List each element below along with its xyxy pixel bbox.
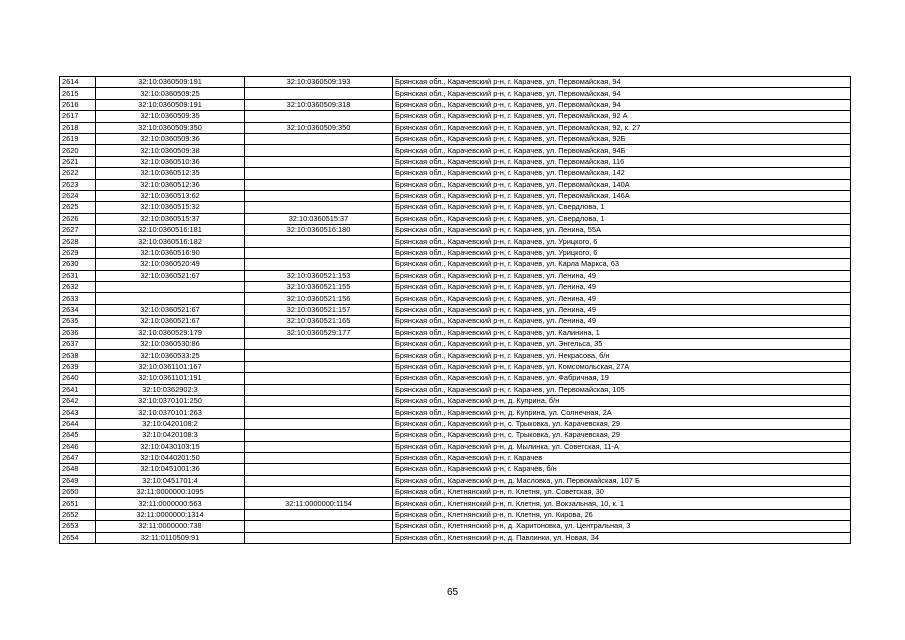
related-cadastral-number-cell	[245, 373, 393, 384]
table-row	[60, 293, 851, 304]
related-cadastral-number-cell	[245, 441, 393, 452]
cadastral-number-cell: 32:10:0370101:263	[96, 407, 245, 418]
row-number-cell: 2615	[60, 88, 96, 99]
table-row	[60, 270, 851, 281]
address-cell: Брянская обл., Карачевский р-н, с. Трыковка, ул. Карачевская, 29	[393, 430, 851, 441]
row-number-cell: 2634	[60, 304, 96, 315]
table-row	[60, 373, 851, 384]
row-number-cell: 2621	[60, 156, 96, 167]
table-row	[60, 259, 851, 270]
cadastral-number-cell	[96, 293, 245, 304]
related-cadastral-number-cell	[245, 168, 393, 179]
row-number-cell: 2650	[60, 487, 96, 498]
table-row	[60, 133, 851, 144]
table-row	[60, 430, 851, 441]
cadastral-number-cell: 32:11:0000000:1095	[96, 487, 245, 498]
cadastral-number-cell: 32:10:0360529:179	[96, 327, 245, 338]
table-row	[60, 350, 851, 361]
row-number-cell: 2622	[60, 168, 96, 179]
address-cell: Брянская обл., Карачевский р-н, г. Карачев, ул. Первомайская, 116	[393, 156, 851, 167]
table-row	[60, 475, 851, 486]
table-row	[60, 156, 851, 167]
related-cadastral-number-cell	[245, 418, 393, 429]
row-number-cell: 2626	[60, 213, 96, 224]
row-number-cell: 2631	[60, 270, 96, 281]
cadastral-number-cell: 32:10:0360515:37	[96, 213, 245, 224]
related-cadastral-number-cell	[245, 384, 393, 395]
cadastral-number-cell: 32:11:0000000:738	[96, 521, 245, 532]
table-row	[60, 361, 851, 372]
table-row	[60, 111, 851, 122]
address-cell: Брянская обл., Карачевский р-н, г. Карачев, ул. Карла Маркса, 63	[393, 259, 851, 270]
address-cell: Брянская обл., Карачевский р-н, г. Карачев, ул. Урицкого, 6	[393, 247, 851, 258]
address-cell: Брянская обл., Клетнянский р-н, п. Клетня, ул. Советская, 30	[393, 487, 851, 498]
address-cell: Брянская обл., Карачевский р-н, г. Карачев, ул. Свердлова, 1	[393, 213, 851, 224]
related-cadastral-number-cell: 32:10:0360515:37	[245, 213, 393, 224]
cadastral-number-cell: 32:10:0360521:67	[96, 304, 245, 315]
address-cell: Брянская обл., Карачевский р-н, г. Карачев, ул. Первомайская, 142	[393, 168, 851, 179]
related-cadastral-number-cell	[245, 247, 393, 258]
table-row	[60, 168, 851, 179]
address-cell: Брянская обл., Карачевский р-н, г. Карачев, ул. Первомайская, 94	[393, 77, 851, 88]
cadastral-number-cell: 32:10:0360515:32	[96, 202, 245, 213]
address-cell: Брянская обл., Карачевский р-н, г. Карачев, ул. Ленина, 55А	[393, 225, 851, 236]
cadastral-number-cell: 32:10:0360520:49	[96, 259, 245, 270]
cadastral-number-cell: 32:10:0360509:191	[96, 99, 245, 110]
address-cell: Брянская обл., Карачевский р-н, г. Карачев, ул. Первомайская, 94	[393, 99, 851, 110]
cadastral-number-cell: 32:10:0361101:191	[96, 373, 245, 384]
table-row	[60, 464, 851, 475]
related-cadastral-number-cell	[245, 407, 393, 418]
row-number-cell: 2645	[60, 430, 96, 441]
cadastral-number-cell: 32:10:0361101:167	[96, 361, 245, 372]
address-cell: Брянская обл., Карачевский р-н, г. Карачев, ул. Свердлова, 1	[393, 202, 851, 213]
address-cell: Брянская обл., Карачевский р-н, г. Карачев, ул. Первомайская, 105	[393, 384, 851, 395]
table-row	[60, 452, 851, 463]
address-cell: Брянская обл., Клетнянский р-н, д. Харитоновка, ул. Центральная, 3	[393, 521, 851, 532]
row-number-cell: 2636	[60, 327, 96, 338]
cadastral-number-cell: 32:10:0360516:90	[96, 247, 245, 258]
related-cadastral-number-cell: 32:10:0360509:318	[245, 99, 393, 110]
address-cell: Брянская обл., Карачевский р-н, д. Масловка, ул. Первомайская, 107 Б	[393, 475, 851, 486]
row-number-cell: 2639	[60, 361, 96, 372]
row-number-cell: 2620	[60, 145, 96, 156]
related-cadastral-number-cell: 32:10:0360509:350	[245, 122, 393, 133]
related-cadastral-number-cell	[245, 338, 393, 349]
row-number-cell: 2628	[60, 236, 96, 247]
related-cadastral-number-cell	[245, 202, 393, 213]
table-row	[60, 190, 851, 201]
related-cadastral-number-cell: 32:10:0360521:157	[245, 304, 393, 315]
related-cadastral-number-cell	[245, 179, 393, 190]
table-row	[60, 77, 851, 88]
cadastral-number-cell: 32:10:0360510:36	[96, 156, 245, 167]
address-cell: Брянская обл., Клетнянский р-н, д. Павлинки, ул. Новая, 34	[393, 532, 851, 543]
row-number-cell: 2648	[60, 464, 96, 475]
table-row	[60, 225, 851, 236]
related-cadastral-number-cell	[245, 259, 393, 270]
related-cadastral-number-cell	[245, 156, 393, 167]
address-cell: Брянская обл., Карачевский р-н, г. Карачев, ул. Первомайская, 94	[393, 88, 851, 99]
cadastral-number-cell: 32:10:0362902:3	[96, 384, 245, 395]
row-number-cell: 2646	[60, 441, 96, 452]
cadastral-number-cell: 32:10:0451701:4	[96, 475, 245, 486]
table-row	[60, 202, 851, 213]
related-cadastral-number-cell	[245, 430, 393, 441]
address-cell: Брянская обл., Карачевский р-н, г. Карачев, ул. Энгельса, 35	[393, 338, 851, 349]
address-cell: Брянская обл., Карачевский р-н, г. Карачев, ул. Первомайская, 92, к. 27	[393, 122, 851, 133]
row-number-cell: 2635	[60, 316, 96, 327]
row-number-cell: 2618	[60, 122, 96, 133]
cadastral-number-cell: 32:10:0360509:36	[96, 133, 245, 144]
row-number-cell: 2652	[60, 509, 96, 520]
table-row	[60, 384, 851, 395]
table-row	[60, 441, 851, 452]
related-cadastral-number-cell	[245, 475, 393, 486]
cadastral-number-cell: 32:11:0000000:563	[96, 498, 245, 509]
row-number-cell: 2654	[60, 532, 96, 543]
related-cadastral-number-cell	[245, 88, 393, 99]
related-cadastral-number-cell: 32:10:0360521:156	[245, 293, 393, 304]
table-body	[60, 77, 851, 544]
table-row	[60, 304, 851, 315]
row-number-cell: 2617	[60, 111, 96, 122]
related-cadastral-number-cell	[245, 509, 393, 520]
row-number-cell: 2629	[60, 247, 96, 258]
row-number-cell: 2619	[60, 133, 96, 144]
address-cell: Брянская обл., Карачевский р-н, д. Куприна, ул. Солнечная, 2А	[393, 407, 851, 418]
related-cadastral-number-cell	[245, 464, 393, 475]
row-number-cell: 2633	[60, 293, 96, 304]
table-row	[60, 282, 851, 293]
cadastral-number-cell	[96, 282, 245, 293]
table-row	[60, 236, 851, 247]
address-cell: Брянская обл., Карачевский р-н, г. Карачев, ул. Урицкого, 6	[393, 236, 851, 247]
address-cell: Брянская обл., Карачевский р-н, г. Карачев, ул. Первомайская, 146А	[393, 190, 851, 201]
address-cell: Брянская обл., Карачевский р-н, г. Карачев, ул. Первомайская, 140А	[393, 179, 851, 190]
address-cell: Брянская обл., Карачевский р-н, г. Карачев, ул. Ленина, 49	[393, 293, 851, 304]
table-row	[60, 418, 851, 429]
cadastral-table	[59, 76, 851, 544]
table-row	[60, 407, 851, 418]
cadastral-number-cell: 32:10:0360533:25	[96, 350, 245, 361]
related-cadastral-number-cell: 32:10:0360521:165	[245, 316, 393, 327]
page-number: 65	[446, 587, 459, 598]
table-row	[60, 122, 851, 133]
address-cell: Брянская обл., Карачевский р-н, г. Карачев, ул. Ленина, 49	[393, 304, 851, 315]
related-cadastral-number-cell	[245, 190, 393, 201]
table-row	[60, 532, 851, 543]
related-cadastral-number-cell	[245, 111, 393, 122]
table-row	[60, 213, 851, 224]
address-cell: Брянская обл., Карачевский р-н, г. Карачев, ул. Ленина, 49	[393, 316, 851, 327]
address-cell: Брянская обл., Карачевский р-н, г. Карачев, ул. Фабричная, 19	[393, 373, 851, 384]
address-cell: Брянская обл., Карачевский р-н, г. Карачев, ул. Комсомольская, 27А	[393, 361, 851, 372]
cadastral-number-cell: 32:10:0360509:350	[96, 122, 245, 133]
address-cell: Брянская обл., Карачевский р-н, г. Карачев, ул. Некрасова, б/н	[393, 350, 851, 361]
related-cadastral-number-cell	[245, 452, 393, 463]
address-cell: Брянская обл., Карачевский р-н, г. Карачев, ул. Калинина, 1	[393, 327, 851, 338]
cadastral-number-cell: 32:10:0360521:67	[96, 316, 245, 327]
cadastral-number-cell: 32:10:0360509:191	[96, 77, 245, 88]
address-cell: Брянская обл., Карачевский р-н, г. Карачев, ул. Первомайская, 94Б	[393, 145, 851, 156]
related-cadastral-number-cell	[245, 361, 393, 372]
related-cadastral-number-cell	[245, 350, 393, 361]
address-cell: Брянская обл., Карачевский р-н, д. Куприна, б/н	[393, 395, 851, 406]
related-cadastral-number-cell: 32:10:0360521:155	[245, 282, 393, 293]
table-row	[60, 88, 851, 99]
cadastral-number-cell: 32:10:0440201:50	[96, 452, 245, 463]
address-cell: Брянская обл., Клетнянский р-н, п. Клетня, ул. Вокзальная, 10, к. 1	[393, 498, 851, 509]
related-cadastral-number-cell	[245, 395, 393, 406]
table-row	[60, 145, 851, 156]
row-number-cell: 2647	[60, 452, 96, 463]
table-row	[60, 498, 851, 509]
related-cadastral-number-cell: 32:10:0360529:177	[245, 327, 393, 338]
table-row	[60, 327, 851, 338]
cadastral-number-cell: 32:10:0360521:67	[96, 270, 245, 281]
table-row	[60, 338, 851, 349]
cadastral-number-cell: 32:10:0360512:35	[96, 168, 245, 179]
row-number-cell: 2651	[60, 498, 96, 509]
cadastral-number-cell: 32:11:0110509:91	[96, 532, 245, 543]
row-number-cell: 2616	[60, 99, 96, 110]
row-number-cell: 2627	[60, 225, 96, 236]
cadastral-number-cell: 32:10:0360530:86	[96, 338, 245, 349]
table-row	[60, 509, 851, 520]
row-number-cell: 2653	[60, 521, 96, 532]
cadastral-number-cell: 32:10:0451001:36	[96, 464, 245, 475]
row-number-cell: 2640	[60, 373, 96, 384]
row-number-cell: 2649	[60, 475, 96, 486]
address-cell: Брянская обл., Карачевский р-н, г. Карачев, ул. Ленина, 49	[393, 282, 851, 293]
cadastral-number-cell: 32:10:0360512:36	[96, 179, 245, 190]
related-cadastral-number-cell	[245, 487, 393, 498]
cadastral-number-cell: 32:10:0360516:182	[96, 236, 245, 247]
related-cadastral-number-cell	[245, 236, 393, 247]
row-number-cell: 2643	[60, 407, 96, 418]
table-row	[60, 395, 851, 406]
cadastral-number-cell: 32:10:0420108:2	[96, 418, 245, 429]
cadastral-number-cell: 32:10:0360509:35	[96, 111, 245, 122]
table-row	[60, 99, 851, 110]
table-row	[60, 247, 851, 258]
address-cell: Брянская обл., Карачевский р-н, с. Трыковка, ул. Карачевская, 29	[393, 418, 851, 429]
related-cadastral-number-cell: 32:11:0000000:1154	[245, 498, 393, 509]
row-number-cell: 2624	[60, 190, 96, 201]
row-number-cell: 2642	[60, 395, 96, 406]
address-cell: Брянская обл., Карачевский р-н, г. Карачев, б/н	[393, 464, 851, 475]
table-row	[60, 179, 851, 190]
related-cadastral-number-cell	[245, 145, 393, 156]
cadastral-number-cell: 32:10:0360509:25	[96, 88, 245, 99]
address-cell: Брянская обл., Карачевский р-н, г. Карачев, ул. Ленина, 49	[393, 270, 851, 281]
related-cadastral-number-cell	[245, 532, 393, 543]
table-row	[60, 521, 851, 532]
row-number-cell: 2637	[60, 338, 96, 349]
row-number-cell: 2632	[60, 282, 96, 293]
cadastral-number-cell: 32:10:0370101:250	[96, 395, 245, 406]
cadastral-number-cell: 32:10:0430103:15	[96, 441, 245, 452]
related-cadastral-number-cell: 32:10:0360516:180	[245, 225, 393, 236]
related-cadastral-number-cell: 32:10:0360521:153	[245, 270, 393, 281]
cadastral-number-cell: 32:10:0420108:3	[96, 430, 245, 441]
address-cell: Брянская обл., Карачевский р-н, д. Мылинка, ул. Советская, 11-А	[393, 441, 851, 452]
address-cell: Брянская обл., Карачевский р-н, г. Карачев, ул. Первомайская, 92 А	[393, 111, 851, 122]
related-cadastral-number-cell	[245, 133, 393, 144]
row-number-cell: 2630	[60, 259, 96, 270]
row-number-cell: 2614	[60, 77, 96, 88]
related-cadastral-number-cell	[245, 521, 393, 532]
address-cell: Брянская обл., Клетнянский р-н, п. Клетня, ул. Кирова, 26	[393, 509, 851, 520]
table-row	[60, 316, 851, 327]
cadastral-number-cell: 32:10:0360516:181	[96, 225, 245, 236]
row-number-cell: 2641	[60, 384, 96, 395]
cadastral-number-cell: 32:11:0000000:1314	[96, 509, 245, 520]
address-cell: Брянская обл., Карачевский р-н, г. Карачев, ул. Первомайская, 92Б	[393, 133, 851, 144]
cadastral-number-cell: 32:10:0360509:38	[96, 145, 245, 156]
row-number-cell: 2644	[60, 418, 96, 429]
cadastral-number-cell: 32:10:0360513:62	[96, 190, 245, 201]
row-number-cell: 2623	[60, 179, 96, 190]
address-cell: Брянская обл., Карачевский р-н, г. Карачев	[393, 452, 851, 463]
related-cadastral-number-cell: 32:10:0360509:193	[245, 77, 393, 88]
row-number-cell: 2638	[60, 350, 96, 361]
table-row	[60, 487, 851, 498]
row-number-cell: 2625	[60, 202, 96, 213]
